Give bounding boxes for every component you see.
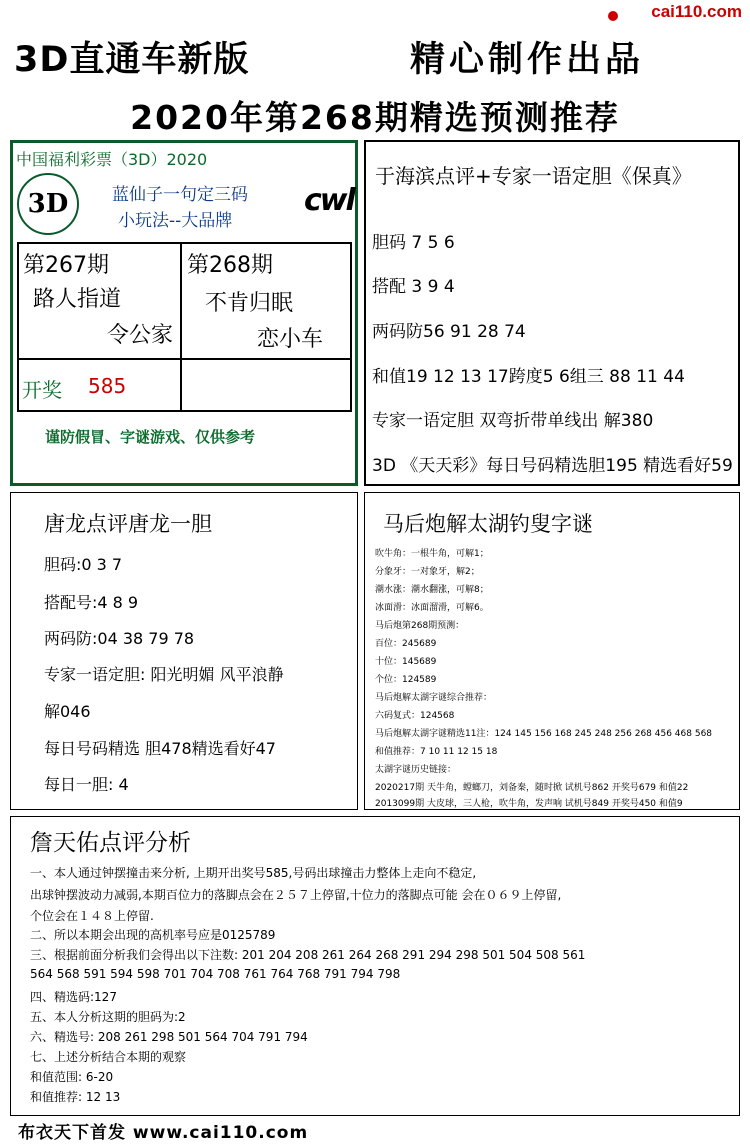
riddle-solution-line: 2020217期 天牛角，螳螂刀，刘备秦，随时掀 试机号862 开奖号679 和值22: [375, 783, 689, 793]
lottery-name: 中国福利彩票（3D）2020: [16, 150, 208, 169]
analysis-line: 一、本人通过钟摆撞击来分析, 上期开出奖号585,号码出球撞击力整体上走向不稳定,: [30, 866, 477, 880]
site-logo-dot-icon: [608, 11, 618, 21]
header-right-title: 精心制作出品: [410, 40, 645, 80]
analysis-line: 七、上述分析结合本期的观察: [30, 1050, 187, 1064]
riddle-solution-line: 百位：245689: [375, 639, 437, 649]
draw-result-value: 585: [88, 374, 127, 398]
expert-line: 3D 《天天彩》每日号码精选胆195 精选看好59: [372, 456, 733, 476]
site-url[interactable]: cai110.com: [651, 2, 742, 21]
expert-line: 专家一语定胆 双弯折带单线出 解380: [372, 411, 654, 431]
riddle-solution-line: 吹牛角：一根牛角，可解1；: [375, 549, 489, 559]
draw-result-label: 开奖: [22, 378, 62, 402]
prev-riddle-line-2: 令公家: [107, 323, 174, 348]
3d-logo-icon: 3D: [17, 173, 79, 235]
riddle-solution-line: 六码复式：124568: [375, 711, 455, 721]
riddle-solution-line: 马后炮第268期预测：: [375, 621, 465, 631]
footer: 布衣天下首发 www.cai110.com: [18, 1123, 309, 1143]
tanglong-title: 唐龙点评唐龙一胆: [44, 512, 212, 536]
riddle-solution-line: 2013099期 大皮球，三人枪，吹牛角，发声响 试机号849 开奖号450 和值9: [375, 799, 683, 809]
analysis-line: 出球钟摆波动力减弱,本期百位力的落脚点会在２５７上停留,十位力的落脚点可能 会在０６９上停留,: [30, 888, 562, 902]
disclaimer: 谨防假冒、字谜游戏、仅供参考: [45, 428, 256, 446]
riddle-solution-title: 马后炮解太湖钓叟字谜: [383, 512, 593, 536]
analysis-box: [10, 816, 740, 1116]
tanglong-line: 解046: [44, 702, 91, 721]
riddle-solution-line: 分象牙：一对象牙，解2；: [375, 567, 480, 577]
expert-box-title: 于海滨点评+专家一语定胆《保真》: [375, 164, 692, 188]
riddle-solution-line: 十位：145689: [375, 657, 437, 667]
tanglong-line: 胆码:0 3 7: [44, 555, 123, 574]
riddle-table: [17, 242, 352, 412]
header-left-title: 3D直通车新版: [14, 40, 250, 80]
cur-issue-label: 第268期: [187, 253, 273, 278]
slogan-line-2: 小玩法--大品牌: [118, 211, 233, 231]
analysis-line: 和值范围: 6-20: [30, 1070, 114, 1084]
expert-line: 和值19 12 13 17跨度5 6组三 88 11 44: [372, 367, 685, 387]
riddle-solution-line: 潮水涨：潮水翻涨，可解8；: [375, 585, 489, 595]
analysis-line: 五、本人分析这期的胆码为:2: [30, 1010, 186, 1024]
tanglong-line: 每日号码精选 胆478精选看好47: [44, 739, 276, 758]
analysis-line: 三、根据前面分析我们会得出以下注数: 201 204 208 261 264 268 291 294 298 501 504 508 561: [30, 948, 586, 962]
expert-line: 胆码 7 5 6: [372, 233, 455, 253]
riddle-solution-line: 马后炮解太湖字谜综合推荐：: [375, 693, 493, 703]
analysis-line: 和值推荐: 12 13: [30, 1090, 121, 1104]
analysis-title: 詹天佑点评分析: [30, 830, 191, 856]
expert-line: 搭配 3 9 4: [372, 277, 455, 297]
tanglong-line: 两码防:04 38 79 78: [44, 629, 195, 648]
riddle-solution-line: 马后炮解太湖字谜精选11注：124 145 156 168 245 248 256 268 456 468 568: [375, 729, 713, 739]
riddle-solution-line: 太湖字谜历史链接：: [375, 765, 457, 775]
cwl-logo-icon: cwl: [304, 183, 354, 218]
analysis-line: 个位会在１４８上停留.: [30, 909, 154, 923]
cur-riddle-line-1: 不肯归眠: [205, 291, 294, 316]
analysis-line: 六、精选号: 208 261 298 501 564 704 791 794: [30, 1030, 308, 1044]
prev-riddle-line-1: 路人指道: [33, 287, 122, 312]
issue-title: 2020年第268期精选预测推荐: [130, 98, 620, 137]
riddle-solution-line: 个位：124589: [375, 675, 437, 685]
tanglong-line: 专家一语定胆: 阳光明媚 风平浪静: [44, 665, 284, 684]
riddle-solution-line: 和值推荐：7 10 11 12 15 18: [375, 747, 498, 757]
tanglong-line: 每日一胆: 4: [44, 775, 129, 794]
cur-riddle-line-2: 恋小车: [257, 327, 324, 352]
tanglong-box: [10, 492, 358, 810]
analysis-line: 四、精选码:127: [30, 990, 117, 1004]
analysis-line: 564 568 591 594 598 701 704 708 761 764 768 791 794 798: [30, 967, 401, 981]
analysis-line: 二、所以本期会出现的高机率号应是0125789: [30, 928, 276, 942]
riddle-solution-line: 冰面滑：冰面溜滑，可解6。: [375, 603, 489, 613]
prev-issue-label: 第267期: [23, 253, 109, 278]
tanglong-line: 搭配号:4 8 9: [44, 593, 139, 612]
expert-line: 两码防56 91 28 74: [372, 322, 526, 342]
expert-box: [364, 140, 740, 486]
slogan-line-1: 蓝仙子一句定三码: [112, 185, 248, 205]
